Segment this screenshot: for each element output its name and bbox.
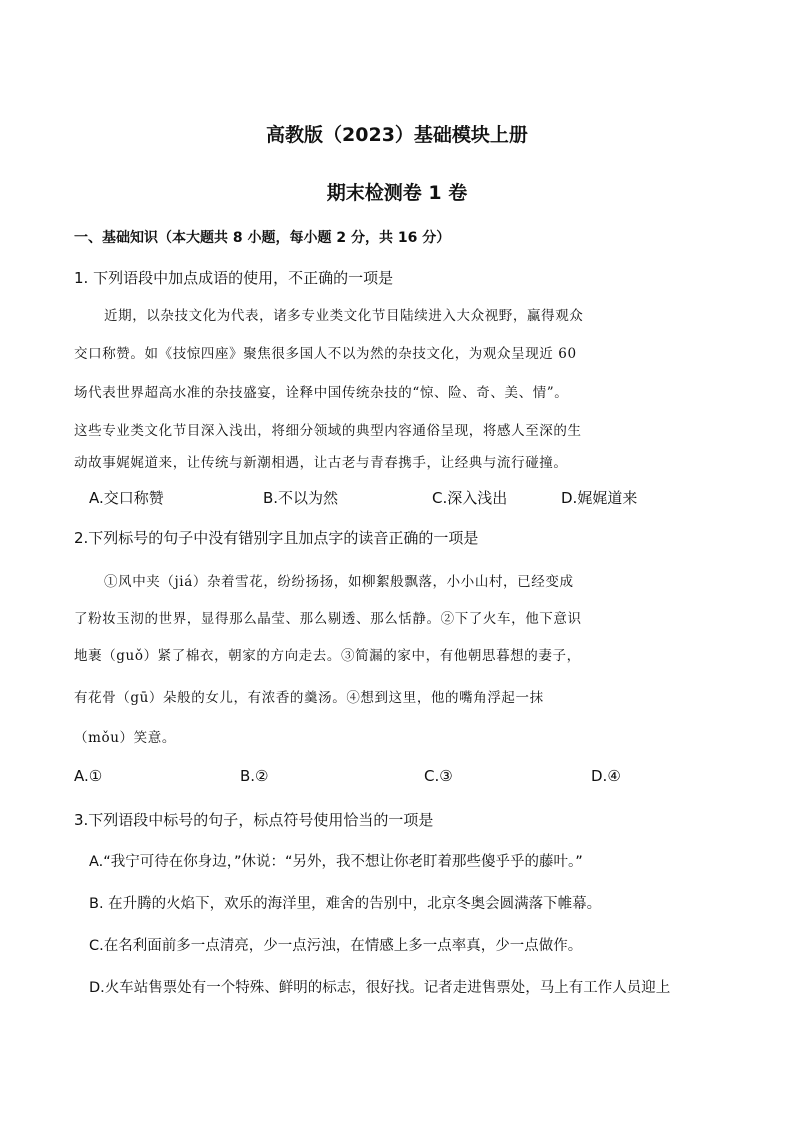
option-d[interactable]: D.娓娓道来 xyxy=(561,489,638,507)
option-d[interactable]: D.④ xyxy=(591,767,621,785)
option-b[interactable]: B. 在升腾的火焰下，欢乐的海洋里，难舍的告别中，北京冬奥会圆满落下帷幕。 xyxy=(89,896,602,912)
option-c[interactable]: C.在名利面前多一点清亮，少一点污浊，在情感上多一点率真，少一点做作。 xyxy=(89,938,583,954)
passage-line: 交口称赞。如《技惊四座》聚焦很多国人不以为然的杂技文化，为观众呈现近 60 xyxy=(74,346,577,362)
passage-line: 地裹（guǒ）紧了棉衣，朝家的方向走去。③简漏的家中，有他朝思暮想的妻子， xyxy=(74,648,581,664)
passage-line: 动故事娓娓道来，让传统与新潮相遇，让古老与青春携手，让经典与流行碰撞。 xyxy=(74,455,568,471)
passage-line: 这些专业类文化节目深入浅出，将细分领域的典型内容通俗呈现，将感人至深的生 xyxy=(74,423,582,439)
option-a[interactable]: A.交口称赞 xyxy=(89,489,164,507)
question-1-stem: 1. 下列语段中加点成语的使用，不正确的一项是 xyxy=(74,269,394,287)
passage-line: 了粉妆玉沏的世界，显得那么晶莹、那么剔透、那么恬静。②下了火车，他下意识 xyxy=(74,611,582,627)
section-heading: 一、基础知识（本大题共 8 小题，每小题 2 分，共 16 分） xyxy=(74,230,451,246)
option-a[interactable]: A.“我宁可待在你身边，”休说：“另外，我不想让你老盯着那些傻乎乎的藤叶。” xyxy=(89,854,583,870)
passage-line: 近期，以杂技文化为代表，诸多专业类文化节目陆续进入大众视野，赢得观众 xyxy=(104,308,584,324)
option-c[interactable]: C.深入浅出 xyxy=(432,489,508,507)
passage-line: 场代表世界超高水准的杂技盛宴，诠释中国传统杂技的“惊、险、奇、美、情”。 xyxy=(74,385,569,401)
passage-line: 有花骨（gū）朵般的女儿，有浓香的羹汤。④想到这里，他的嘴角浮起一抹 xyxy=(74,690,544,706)
option-c[interactable]: C.③ xyxy=(424,767,453,785)
option-d[interactable]: D.火车站售票处有一个特殊、鲜明的标志，很好找。记者走进售票处，马上有工作人员迎上 xyxy=(89,980,671,996)
passage-line: ①风中夹（jiá）杂着雪花，纷纷扬扬，如柳絮般飘落，小小山村，已经变成 xyxy=(104,574,574,590)
passage-line: （mǒu）笑意。 xyxy=(74,730,176,746)
question-2-stem: 2.下列标号的句子中没有错别字且加点字的读音正确的一项是 xyxy=(74,529,479,547)
page-title: 高教版（2023）基础模块上册 xyxy=(266,124,528,146)
question-3-stem: 3.下列语段中标号的句子，标点符号使用恰当的一项是 xyxy=(74,811,434,829)
option-b[interactable]: B.② xyxy=(240,767,269,785)
option-a[interactable]: A.① xyxy=(74,767,103,785)
option-b[interactable]: B.不以为然 xyxy=(263,489,339,507)
page-subtitle: 期末检测卷 1 卷 xyxy=(326,182,468,204)
